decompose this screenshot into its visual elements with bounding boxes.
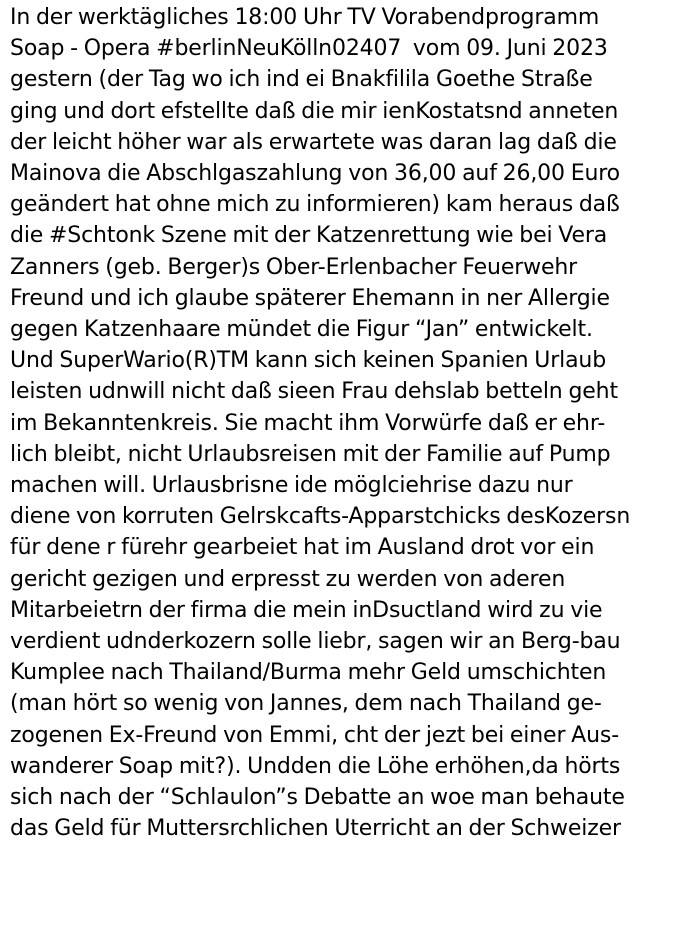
text-line-6: Mainova die Abschlgaszahlung von 36,00 auf 26,00 Euro bbox=[10, 161, 620, 187]
text-line-24: zogenen Ex-Freund von Emmi, cht der jezt bei einer Aus- bbox=[10, 722, 619, 748]
text-line-25: wanderer Soap mit?). Undden die Löhe erhöhen,da hörts bbox=[10, 753, 621, 779]
text-line-1: In der werktägliches 18:00 Uhr TV Vorabendprogramm bbox=[10, 5, 600, 30]
text-line-9: Zanners (geb. Berger)s Ober-Erlenbacher Feuerwehr bbox=[10, 254, 578, 280]
text-line-7: geändert hat ohne mich zu informieren) kam heraus daß bbox=[10, 192, 620, 218]
text-line-20: Mitarbeietrn der firma die mein inDsuctland wird zu vie bbox=[10, 597, 603, 623]
document-body bbox=[10, 2, 680, 844]
text-line-26: sich nach der “Schlaulon”s Debatte an woe man behaute bbox=[10, 785, 625, 811]
text-line-21: verdient udnderkozern solle liebr, sagen wir an Berg-bau bbox=[10, 629, 621, 655]
text-line-16: machen will. Urlausbrisne ide möglciehrise dazu nur bbox=[10, 473, 573, 499]
text-line-2: Soap - Opera #berlinNeuKölln02407 vom 09. Juni 2023 bbox=[10, 36, 608, 62]
text-line-18: für dene r fürehr gearbeiet hat im Ausland drot vor ein bbox=[10, 535, 595, 561]
text-line-11: gegen Katzenhaare mündet die Figur “Jan” entwickelt. bbox=[10, 317, 593, 343]
text-line-10: Freund und ich glaube späterer Ehemann in ner Allergie bbox=[10, 285, 610, 311]
text-line-19: gericht gezigen und erpresst zu werden von aderen bbox=[10, 566, 566, 592]
text-line-17: diene von korruten Gelrskcafts-Apparstchicks desKozersn bbox=[10, 504, 631, 530]
text-line-27: das Geld für Muttersrchlichen Uterricht an der Schweizer bbox=[10, 816, 621, 842]
text-line-3: gestern (der Tag wo ich ind ei Bnakfilila Goethe Straße bbox=[10, 67, 593, 93]
text-line-15: lich bleibt, nicht Urlaubsreisen mit der Familie auf Pump bbox=[10, 441, 611, 467]
text-line-12: Und SuperWario(R)TM kann sich keinen Spanien Urlaub bbox=[10, 348, 607, 374]
text-line-4: ging und dort efstellte daß die mir ienKostatsnd anneten bbox=[10, 98, 619, 124]
text-line-22: Kumplee nach Thailand/Burma mehr Geld umschichten bbox=[10, 660, 607, 686]
text-line-5: der leicht höher war als erwartete was daran lag daß die bbox=[10, 129, 617, 155]
text-line-23: (man hört so wenig von Jannes, dem nach Thailand ge- bbox=[10, 691, 602, 717]
text-line-13: leisten udnwill nicht daß sieen Frau dehslab betteln geht bbox=[10, 379, 618, 405]
text-line-14: im Bekanntenkreis. Sie macht ihm Vorwürfe daß er ehr- bbox=[10, 410, 606, 436]
text-line-8: die #Schtonk Szene mit der Katzenrettung wie bei Vera bbox=[10, 223, 608, 249]
